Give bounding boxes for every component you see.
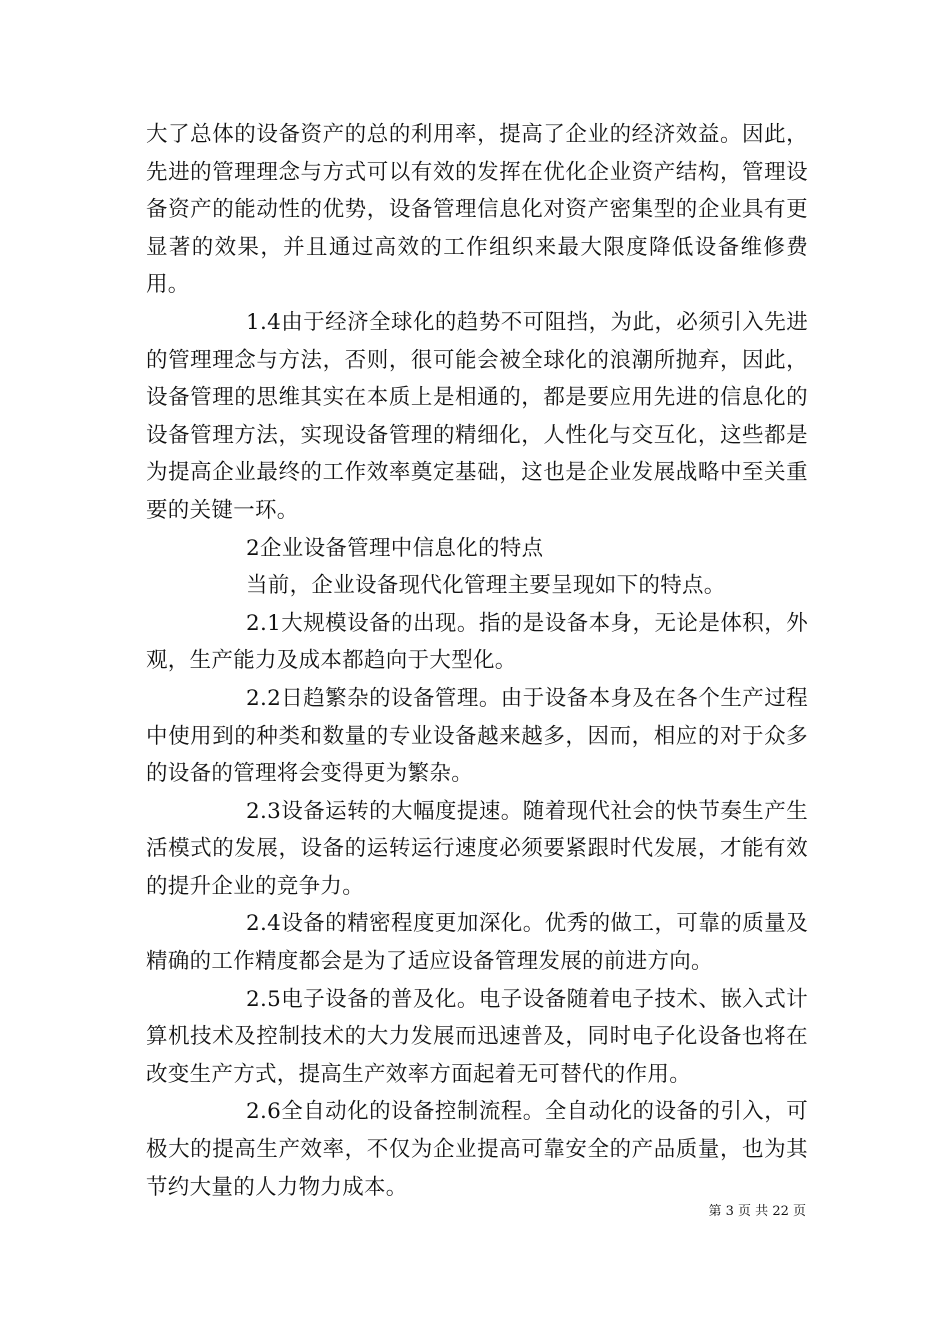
paragraph-section-2-5: 2.5电子设备的普及化。电子设备随着电子技术、嵌入式计算机技术及控制技术的大力发展而迅速普及，同时电子化设备也将在改变生产方式，提高生产效率方面起着无可替代的作用。 — [146, 986, 808, 1087]
paragraph-section-1-4: 1.4由于经济全球化的趋势不可阻挡，为此，必须引入先进的管理理念与方法，否则，很可能会被全球化的浪潮所抛弃，因此，设备管理的思维其实在本质上是相通的，都是要应用先进的信息化的设备管理方法，实现设备管理的精细化，人性化与交互化，这些都是为提高企业最终的工作效率奠定基础，这也是企业发展战略中至关重要的关键一环。 — [146, 309, 808, 523]
paragraph-continuation: 大了总体的设备资产的总的利用率，提高了企业的经济效益。因此，先进的管理理念与方式可以有效的发挥在优化企业资产结构，管理设备资产的能动性的优势，设备管理信息化对资产密集型的企业具有更显著的效果，并且通过高效的工作组织来最大限度降低设备维修费用。 — [146, 122, 808, 298]
section-heading-2: 2企业设备管理中信息化的特点 — [246, 535, 544, 561]
document-body — [146, 116, 808, 1206]
paragraph-section-2-6: 2.6全自动化的设备控制流程。全自动化的设备的引入，可极大的提高生产效率，不仅为企业提高可靠安全的产品质量，也为其节约大量的人力物力成本。 — [146, 1099, 808, 1200]
paragraph-section-2-1: 2.1大规模设备的出现。指的是设备本身，无论是体积，外观，生产能力及成本都趋向于大型化。 — [146, 610, 808, 674]
page-number-footer: 第 3 页 共 22 页 — [708, 1204, 806, 1219]
paragraph-section-2-3: 2.3设备运转的大幅度提速。随着现代社会的快节奏生产生活模式的发展，设备的运转运行速度必须要紧跟时代发展，才能有效的提升企业的竞争力。 — [146, 798, 808, 899]
paragraph-section-2-4: 2.4设备的精密程度更加深化。优秀的做工，可靠的质量及精确的工作精度都会是为了适应设备管理发展的前进方向。 — [146, 911, 808, 975]
paragraph-intro: 当前，企业设备现代化管理主要呈现如下的特点。 — [246, 573, 726, 599]
paragraph-section-2-2: 2.2日趋繁杂的设备管理。由于设备本身及在各个生产过程中使用到的种类和数量的专业设备越来越多，因而，相应的对于众多的设备的管理将会变得更为繁杂。 — [146, 685, 808, 787]
